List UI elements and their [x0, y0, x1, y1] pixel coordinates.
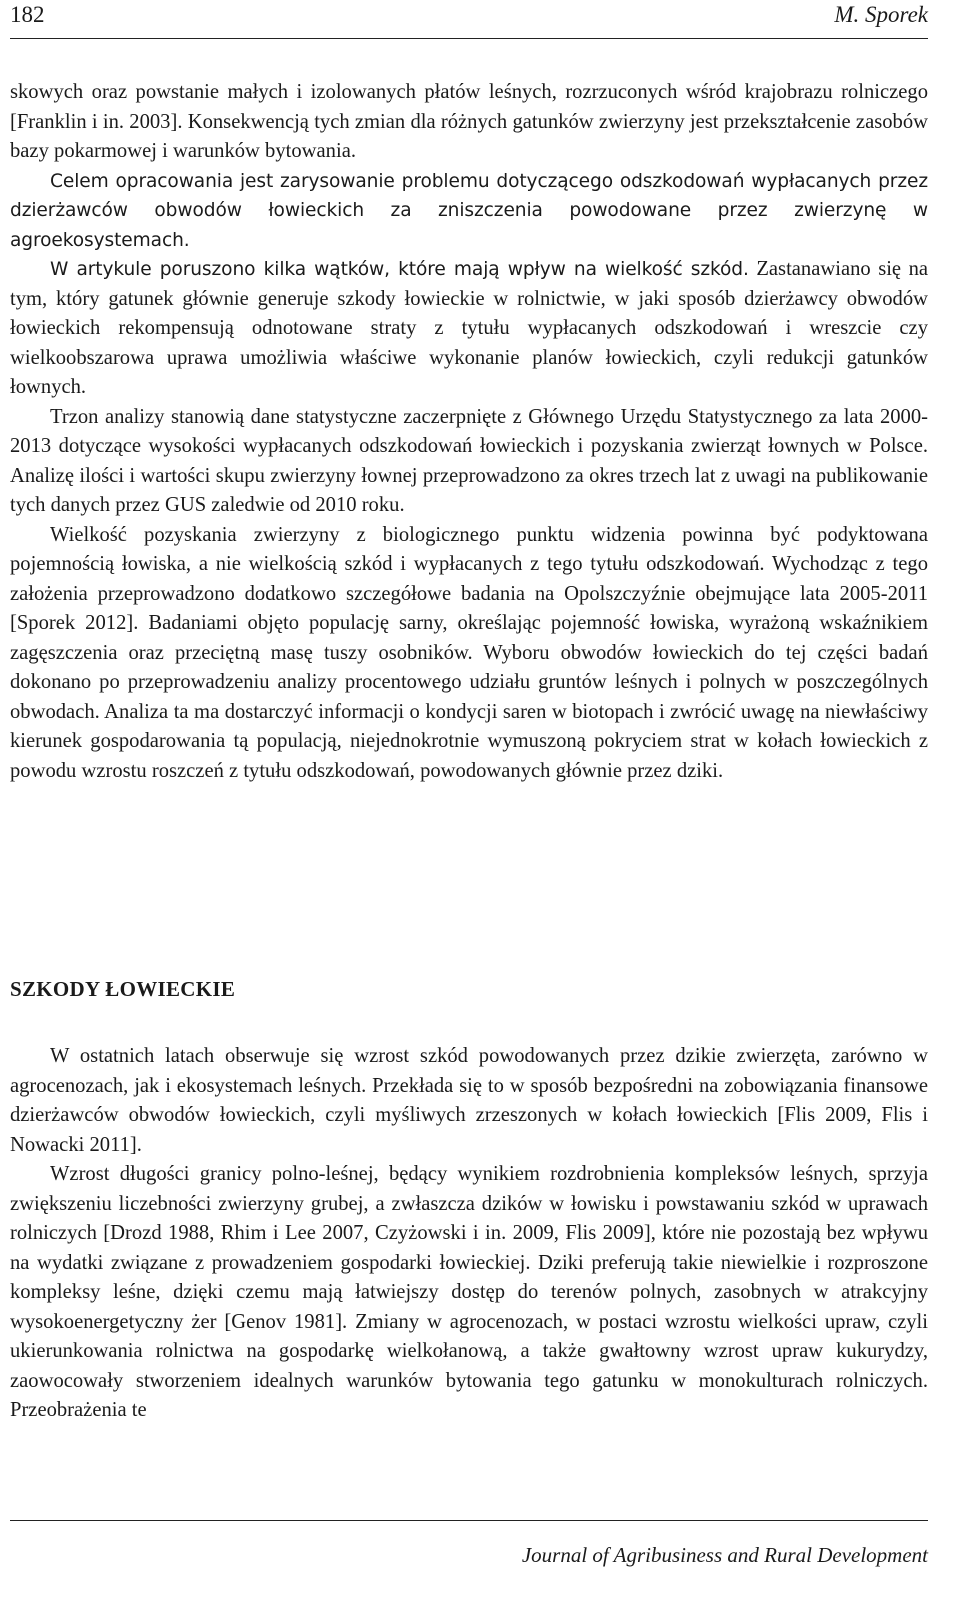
section-heading: SZKODY ŁOWIECKIE — [10, 977, 236, 1001]
page-header — [10, 0, 928, 39]
intro-paragraph-scope — [10, 255, 928, 403]
intro-paragraph-study: Wielkość pozyskania zwierzyny z biologicznego punktu widzenia powinna być podyktowana pojemnością łowiska, a nie wielkością szkód i wypłacanych z tego tytułu odszkodowań. Wychodząc z tego założenia przeprowadzono dodatkowo szczegółowe badania na Opolszczyźnie obejmujące lata 2005-2011 [Sporek 2012]. Badaniami objęto populację sarny, określając pojemność łowiska, wyrażoną wskaźnikiem zagęszczenia oraz przeciętną masę tuszy osobników. Wyboru obwodów łowieckich do tej części badań dokonano po przeprowadzeniu analizy procentowego udziału gruntów leśnych i polnych w poszczególnych obwodach. Analiza ta ma dostarczyć informacji o kondycji saren w biotopach i zwrócić uwagę na niewłaściwy kierunek gospodarowania tą populacją, niejednokrotnie wymuszoną pokryciem strat w kołach łowieckich z powodu wzrostu roszczeń z tytułu odszkodowań, powodowanych głównie przez dziki. — [10, 523, 928, 782]
section-paragraph-1: W ostatnich latach obserwuje się wzrost szkód powodowanych przez dzikie zwierzęta, zarówno w agrocenozach, jak i ekosystemach leśnych. Przekłada się to w sposób bezpośredni na zobowiązania finansowe dzierżawców obwodów łowieckich, czyli myśliwych zrzeszonych w kołach łowieckich [Flis 2009, Flis i Nowacki 2011]. — [10, 1045, 928, 1156]
section-body-text — [10, 1042, 928, 1426]
section-paragraph-2: Wzrost długości granicy polno-leśnej, będący wynikiem rozdrobnienia kompleksów leśnych, sprzyja zwiększeniu liczebności zwierzyny grubej, a zwłaszcza dzików w łowisku i powstawaniu szkód w uprawach rolniczych [Drozd 1988, Rhim i Lee 2007, Czyżowski i in. 2009, Flis 2009], które nie pozostają bez wpływu na wydatki związane z prowadzeniem gospodarki łowieckiej. Dziki preferują takie niewielkie i rozproszone kompleksy leśne, dzięki czemu mają łatwiejszy dostęp do terenów polnych, zasobnych w atrakcyjny wysokoenergetyczny żer [Genov 1981]. Zmiany w agrocenozach, w postaci wzrostu wielkości upraw, czyli ukierunkowania rolnictwa na gospodarkę wielkołanową, a także gwałtowny wzrost upraw kukurydzy, zaowocowały stworzeniem idealnych warunków bytowania tego gatunku w monokulturach rolniczych. Przeobrażenia te — [10, 1163, 928, 1421]
intro-text — [10, 78, 928, 786]
journal-name: Journal of Agribusiness and Rural Development — [521, 1543, 928, 1567]
scope-lead-sentence: W artykule poruszono kilka wątków, które mają wpływ na wielkość szkód. — [50, 259, 749, 280]
intro-paragraph-aim: Celem opracowania jest zarysowanie problemu dotyczącego odszkodowań wypłacanych przez dzierżawców obwodów łowieckich za zniszczenia powodowane przez zwierzynę w agroekosystemach. — [10, 170, 928, 251]
running-head-author: M. Sporek — [834, 2, 928, 27]
intro-paragraph-continued: skowych oraz powstanie małych i izolowanych płatów leśnych, rozrzuconych wśród krajobrazu rolniczego [Franklin i in. 2003]. Konsekwencją tych zmian dla różnych gatunków zwierzyny jest przekształcenie zasobów bazy pokarmowej i warunków bytowania. — [10, 81, 928, 162]
scope-rest: Zastanawiano się na tym, który gatunek głównie generuje szkody łowieckie w rolnictwie, w jaki sposób dzierżawcy obwodów łowieckich rekompensują odnotowane straty z tytułu wypłacanych odszkodowań i wreszcie czy wielkoobszarowa uprawa umożliwia właściwe wykonanie planów łowieckich, czyli redukcji gatunków łownych. — [10, 258, 929, 398]
page-footer — [10, 1520, 928, 1567]
page-number: 182 — [10, 2, 45, 27]
intro-paragraph-data-source: Trzon analizy stanowią dane statystyczne zaczerpnięte z Głównego Urzędu Statystycznego za lata 2000-2013 dotyczące wysokości wypłacanych odszkodowań łowieckich i pozyskania zwierząt łownych w Polsce. Analizę ilości i wartości skupu zwierzyny łownej przeprowadzono za okres trzech lat z uwagi na publikowanie tych danych przez GUS zaledwie od 2010 roku. — [10, 405, 928, 516]
